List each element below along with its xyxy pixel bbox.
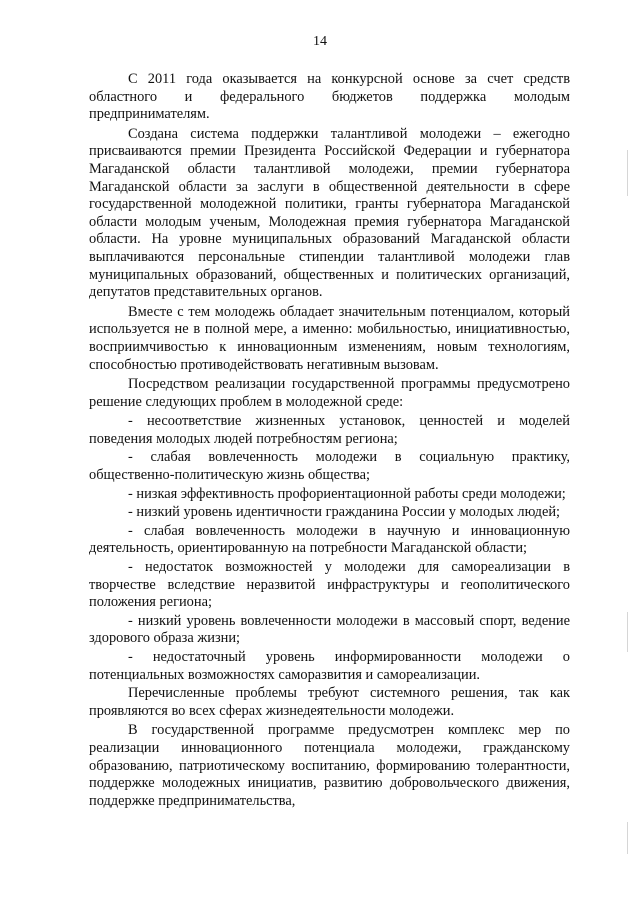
problem-list-item: - несоответствие жизненных установок, ценностей и моделей поведения молодых людей потребностям региона; [89, 413, 570, 447]
paragraph-program-measures: В государственной программе предусмотрен комплекс мер по реализации инновационного потенциала молодежи, гражданскому образованию, патриотическому воспитанию, формированию толерантности, поддержке молодежных инициатив, развитию добровольческого движения, поддержке предпринимательства, [89, 722, 570, 809]
paragraph-entrepreneur-support: С 2011 года оказывается на конкурсной основе за счет средств областного и федерального бюджетов поддержка молодым предпринимателям. [89, 71, 570, 123]
problem-list-item: - низкий уровень идентичности гражданина России у молодых людей; [128, 504, 561, 521]
problem-list-item: - слабая вовлеченность молодежи в социальную практику, общественно-политическую жизнь общества; [89, 449, 570, 484]
problem-list-item: - недостаток возможностей у молодежи для самореализации в творчестве вследствие неразвитой инфраструктуры и геополитического положения региона; [89, 559, 570, 611]
paragraph-youth-potential: Вместе с тем молодежь обладает значительным потенциалом, который используется не в полной мере, а именно: мобильностью, инициативностью, восприимчивостью к инновационным изменениям, новым технологиям, способностью противодействовать негативным вызовам. [89, 303, 570, 373]
paragraph-problems-intro: Посредством реализации государственной программы предусмотрено решение следующих проблем в молодежной среде: [89, 376, 570, 410]
paragraph-talented-youth-support: Создана система поддержки талантливой молодежи – ежегодно присваиваются премии Президента Российской Федерации и губернатора Магаданской области талантливой молодежи, премии губернатора Магаданской области за заслуги в общественной деятельности в сфере государственной молодежной политики, гранты губернатора Магаданской области молодым ученым, Молодежная премия губернатора Магаданской области. На уровне муниципальных образований Магаданской области выплачиваются персональные стипендии талантливой молодежи глав муниципальных образований, общественных и политических организаций, депутатов представительных органов. [89, 125, 570, 301]
paragraph-systemic-solution: Перечисленные проблемы требуют системного решения, так как проявляются во всех сферах жизнедеятельности молодежи. [89, 685, 570, 719]
problem-list-item: - недостаточный уровень информированности молодежи о потенциальных возможностях саморазвития и самореализации. [89, 649, 570, 683]
scan-edge-mark [627, 822, 628, 854]
scan-edge-mark [627, 612, 628, 652]
document-body [89, 71, 570, 812]
page-number: 14 [313, 34, 327, 49]
problem-list-item: - низкий уровень вовлеченности молодежи в массовый спорт, ведение здорового образа жизни; [89, 612, 570, 647]
problem-list-item: - слабая вовлеченность молодежи в научную и инновационную деятельность, ориентированную на потребности Магаданской области; [89, 522, 570, 557]
scan-edge-mark [627, 150, 628, 196]
problem-list-item: - низкая эффективность профориентационной работы среди молодежи; [128, 485, 566, 502]
